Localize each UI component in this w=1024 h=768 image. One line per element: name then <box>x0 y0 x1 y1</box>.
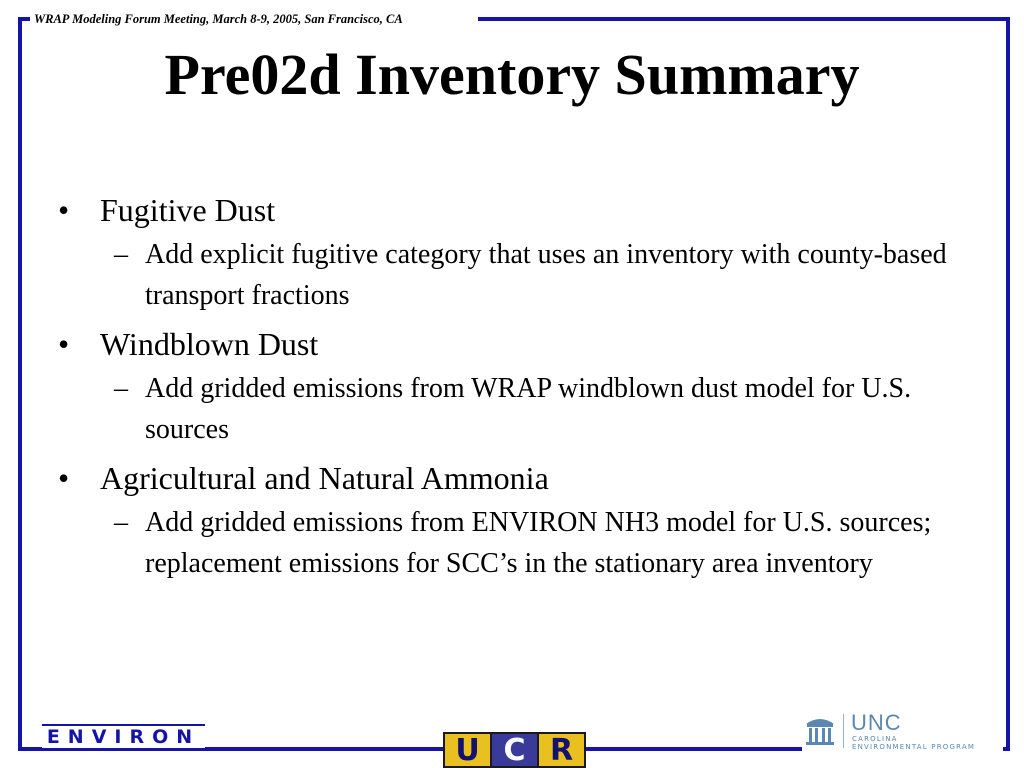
unc-logo <box>803 710 1005 750</box>
ucr-letter: U <box>445 734 490 766</box>
bullet-text: Windblown Dust <box>100 326 319 362</box>
bullet-marker: • <box>58 192 70 228</box>
old-well-icon <box>803 712 837 746</box>
bullet-item <box>58 458 978 498</box>
sub-bullet-item <box>58 502 978 584</box>
frame-bottom-segment <box>205 747 443 751</box>
frame-right <box>1006 17 1010 751</box>
frame-bottom-segment <box>586 747 802 751</box>
frame-bottom-segment <box>18 747 42 751</box>
bullet-marker: • <box>58 326 70 362</box>
bullet-text: Fugitive Dust <box>100 192 276 228</box>
dash-marker: – <box>114 373 128 404</box>
dash-marker: – <box>114 239 128 270</box>
unc-subtitle-line: CAROLINA <box>852 735 898 743</box>
ucr-logo <box>443 732 586 768</box>
sub-bullet-item <box>58 368 978 450</box>
bullet-marker: • <box>58 460 70 496</box>
unc-logo-subtitle <box>852 735 975 751</box>
unc-logo-name: UNC <box>851 710 902 735</box>
environ-logo: ENVIRON <box>42 724 205 751</box>
bullet-text: Agricultural and Natural Ammonia <box>100 460 549 496</box>
unc-subtitle-line: ENVIRONMENTAL PROGRAM <box>852 743 976 751</box>
bullet-item <box>58 190 978 230</box>
bullet-group <box>58 458 978 584</box>
slide-title: Pre02d Inventory Summary <box>164 42 860 107</box>
sub-bullet-item <box>58 234 978 316</box>
frame-top-right <box>478 17 1010 21</box>
frame-left <box>18 17 22 751</box>
bullet-list <box>58 190 978 592</box>
sub-bullet-text: Add gridded emissions from WRAP windblown dust model for U.S. sources <box>145 373 912 445</box>
logo-divider <box>843 714 844 748</box>
meeting-header: WRAP Modeling Forum Meeting, March 8-9, 2005, San Francisco, CA <box>34 12 403 26</box>
ucr-letter: C <box>492 734 537 766</box>
dash-marker: – <box>114 507 128 538</box>
ucr-letter: R <box>539 734 584 766</box>
bullet-group <box>58 190 978 316</box>
bullet-item <box>58 324 978 364</box>
sub-bullet-text: Add gridded emissions from ENVIRON NH3 model for U.S. sources; replacement emissions for SCC’s in the stationary area inventory <box>145 507 932 579</box>
bullet-group <box>58 324 978 450</box>
sub-bullet-text: Add explicit fugitive category that uses an inventory with county-based transport fractions <box>145 239 947 311</box>
